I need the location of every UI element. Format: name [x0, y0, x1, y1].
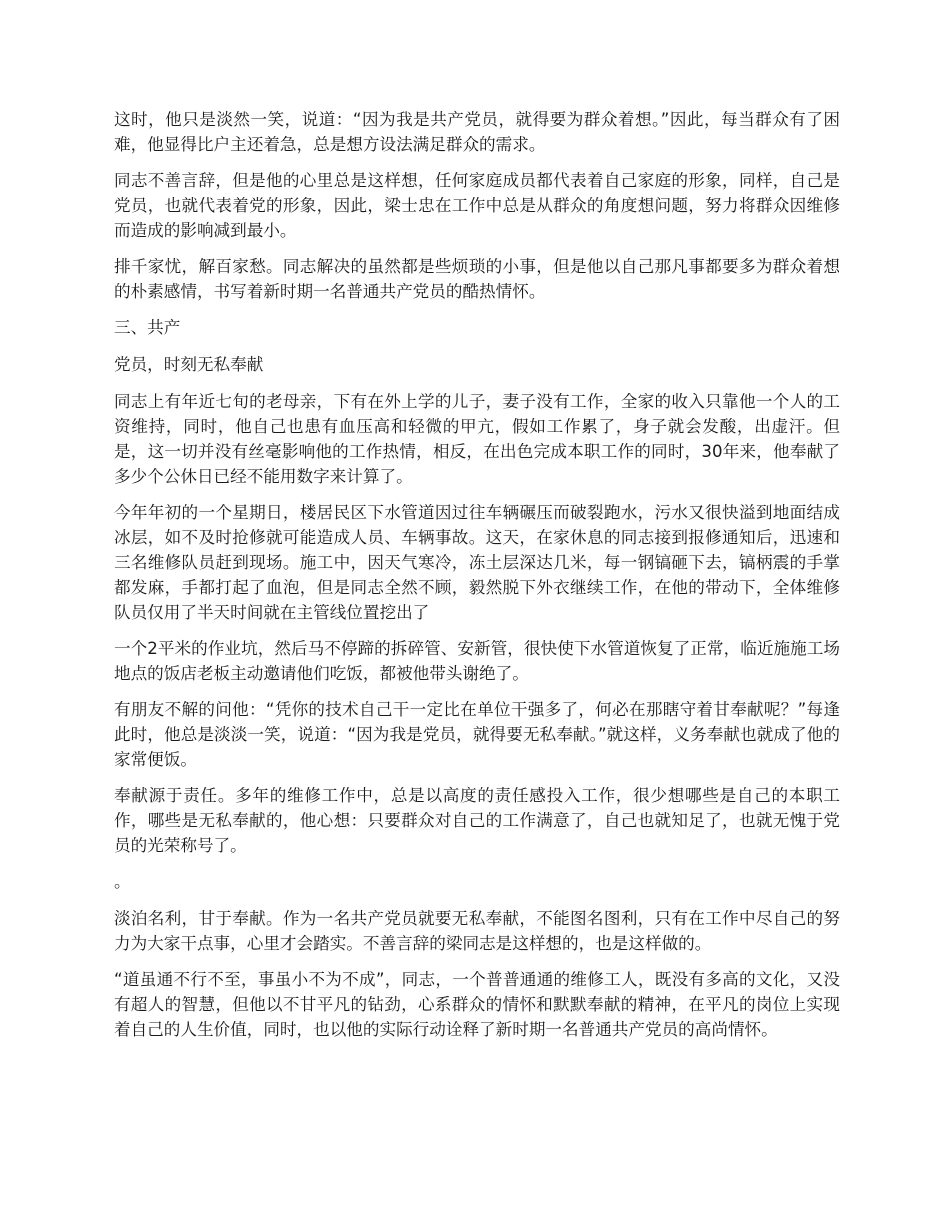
paragraph-5: 今年年初的一个星期日，楼居民区下水管道因过往车辆碾压而破裂跑水，污水又很快溢到地面结成冰层，如不及时抢修就可能造成人员、车辆事故。这天，在家休息的同志接到报修通知后，迅速和三名维修队员赶到现场。施工中，因天气寒冷，冻土层深达几米，每一钢镐砸下去，镐柄震的手掌都发麻，手都打起了血泡，但是同志全然不顾，毅然脱下外衣继续工作，在他的带动下，全体维修队员仅用了半天时间就在主管线位置挖出了 — [114, 503, 840, 622]
document-body — [114, 107, 840, 1053]
paragraph-1: 这时，他只是淡然一笑，说道：“因为我是共产党员，就得要为群众着想。”因此，每当群众有了困难，他显得比户主还着急，总是想方设法满足群众的需求。 — [114, 110, 840, 154]
paragraph-3: 排千家忧，解百家愁。同志解决的虽然都是些烦琐的小事，但是他以自己那凡事都要多为群众着想的朴素感情，书写着新时期一名普通共产党员的酷热情怀。 — [114, 257, 840, 301]
stray-punctuation: 。 — [114, 872, 131, 891]
section-heading: 三、共产 — [114, 318, 181, 337]
paragraph-6: 一个2平米的作业坑，然后马不停蹄的拆碎管、安新管，很快使下水管道恢复了正常，临近施施工场地点的饭店老板主动邀请他们吃饭，都被他带头谢绝了。 — [114, 639, 840, 683]
paragraph-9: 淡泊名利，甘于奉献。作为一名共产党员就要无私奉献，不能图名图利，只有在工作中尽自己的努力为大家干点事，心里才会踏实。不善言辞的梁同志是这样想的，也是这样做的。 — [114, 909, 840, 953]
paragraph-7: 有朋友不解的问他：“凭你的技术自己干一定比在单位干强多了，何必在那瞎守着甘奉献呢？”每逢此时，他总是淡淡一笑，说道：“因为我是党员，就得要无私奉献。”就这样，义务奉献也就成了他的家常便饭。 — [114, 700, 840, 769]
paragraph-4: 同志上有年近七旬的老母亲，下有在外上学的儿子，妻子没有工作，全家的收入只靠他一个人的工资维持，同时，他自己也患有血压高和轻微的甲亢，假如工作累了，身子就会发酸，出虚汗。但是，这一切并没有丝毫影响他的工作热情，相反，在出色完成本职工作的同时，30年来，他奉献了多少个公休日已经不能用数字来计算了。 — [114, 392, 840, 486]
paragraph-2: 同志不善言辞，但是他的心里总是这样想，任何家庭成员都代表着自己家庭的形象，同样，自己是党员，也就代表着党的形象，因此，梁士忠在工作中总是从群众的角度想问题，努力将群众因维修而造成的影响减到最小。 — [114, 171, 840, 240]
section-subheading: 党员，时刻无私奉献 — [114, 355, 264, 374]
paragraph-8: 奉献源于责任。多年的维修工作中，总是以高度的责任感投入工作，很少想哪些是自己的本职工作，哪些是无私奉献的，他心想：只要群众对自己的工作满意了，自己也就知足了，也就无愧于党员的光荣称号了。 — [114, 786, 840, 855]
paragraph-10: “道虽通不行不至，事虽小不为不成”，同志，一个普普通通的维修工人，既没有多高的文化，又没有超人的智慧，但他以不甘平凡的钻劲，心系群众的情怀和默默奉献的精神，在平凡的岗位上实现着自己的人生价值，同时，也以他的实际行动诠释了新时期一名普通共产党员的高尚情怀。 — [114, 970, 840, 1039]
